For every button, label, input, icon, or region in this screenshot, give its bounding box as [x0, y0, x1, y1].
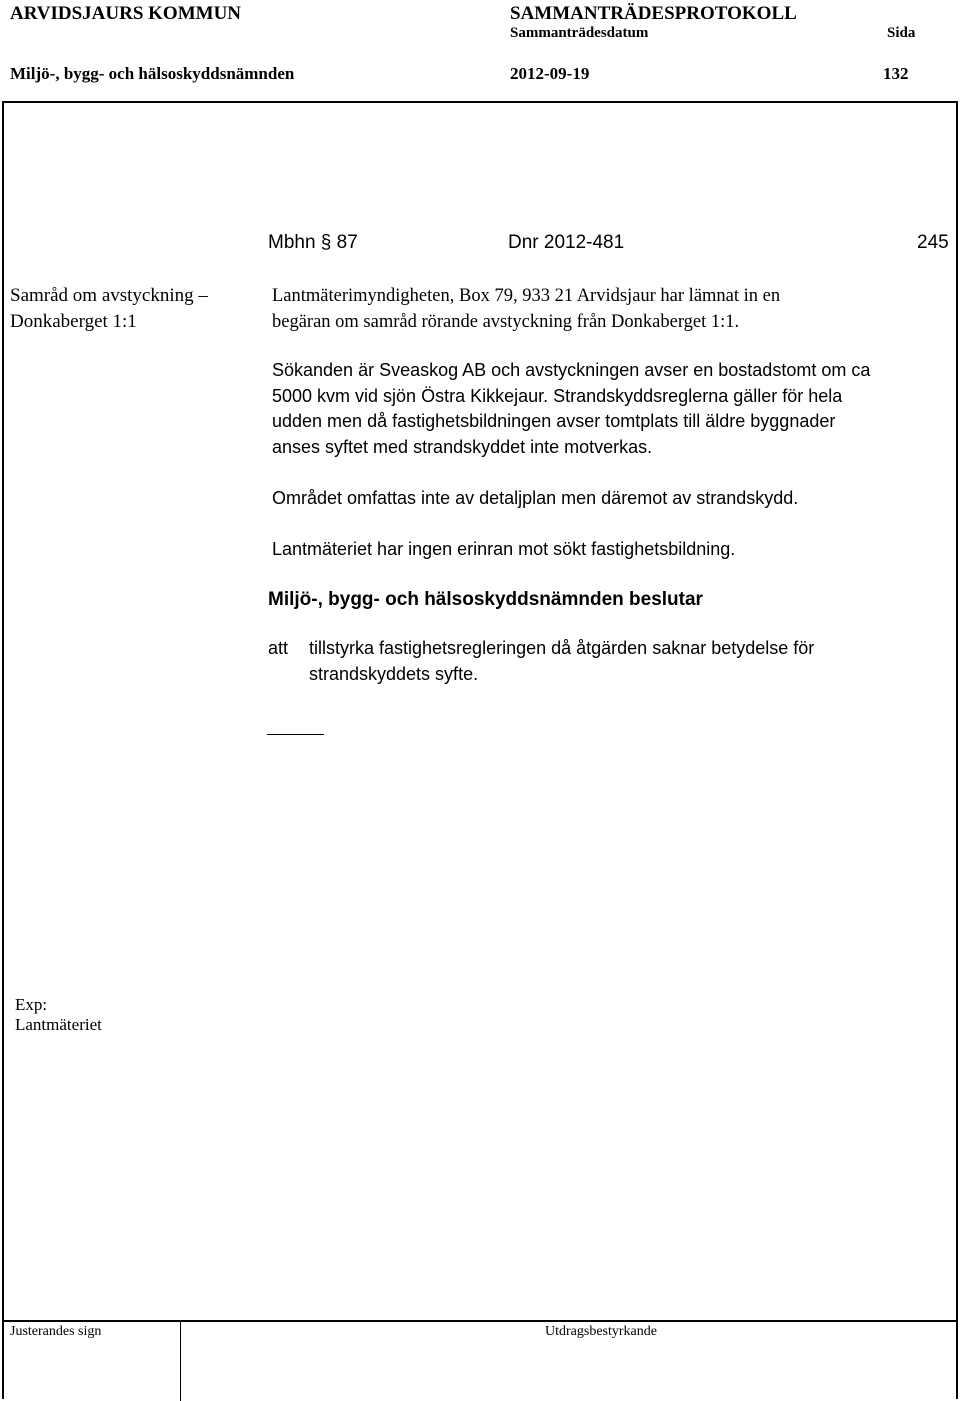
- meeting-date: 2012-09-19: [510, 64, 590, 83]
- subject-line-1: Samråd om avstyckning –: [10, 285, 208, 306]
- item-code: 245: [917, 232, 949, 253]
- section-end-line: [267, 734, 324, 735]
- paragraph-2-line-1: Sökanden är Sveaskog AB och avstyckningen avser en bostadstomt om ca: [272, 360, 871, 380]
- decision-text-line-1: tillstyrka fastighetsregleringen då åtgärden saknar betydelse för: [309, 638, 815, 658]
- paragraph-4: Lantmäteriet har ingen erinran mot sökt fastighetsbildning.: [272, 539, 736, 559]
- document-type: SAMMANTRÄDESPROTOKOLL: [510, 3, 797, 24]
- paragraph-2-line-4: anses syftet med strandskyddet inte motverkas.: [272, 437, 653, 457]
- intro-line-2: begäran om samråd rörande avstyckning från Donkaberget 1:1.: [272, 312, 740, 332]
- footer-column-divider: [180, 1320, 181, 1401]
- intro-line-1: Lantmäterimyndigheten, Box 79, 933 21 Arvidsjaur har lämnat in en: [272, 286, 781, 306]
- paragraph-2-line-2: 5000 kvm vid sjön Östra Kikkejaur. Strandskyddsreglerna gäller för hela: [272, 386, 843, 406]
- adjuster-signature-label: Justerandes sign: [10, 1324, 102, 1339]
- date-label: Sammanträdesdatum: [510, 25, 649, 41]
- extract-certification-label: Utdragsbestyrkande: [545, 1324, 657, 1339]
- paragraph-number: Mbhn § 87: [268, 232, 358, 253]
- paragraph-2-line-3: udden men då fastighetsbildningen avser tomtplats till äldre byggnader: [272, 411, 836, 431]
- footer-divider: [2, 1320, 958, 1322]
- frame-left-border: [2, 101, 4, 1399]
- frame-right-border: [956, 101, 958, 1399]
- decision-text-line-2: strandskyddets syfte.: [309, 664, 479, 684]
- diary-number: Dnr 2012-481: [508, 232, 625, 253]
- distribution-label: Exp:: [15, 995, 48, 1014]
- page-number: 132: [883, 64, 909, 83]
- distribution-recipient: Lantmäteriet: [15, 1015, 102, 1034]
- paragraph-3: Området omfattas inte av detaljplan men däremot av strandskydd.: [272, 488, 799, 508]
- committee-name: Miljö-, bygg- och hälsoskyddsnämnden: [10, 64, 295, 83]
- page-label: Sida: [887, 25, 916, 41]
- decision-heading: Miljö-, bygg- och hälsoskyddsnämnden beslutar: [268, 589, 703, 610]
- subject-line-2: Donkaberget 1:1: [10, 311, 137, 332]
- municipality-name: ARVIDSJAURS KOMMUN: [10, 3, 242, 24]
- header-divider: [2, 101, 958, 103]
- decision-att-label: att: [268, 638, 289, 658]
